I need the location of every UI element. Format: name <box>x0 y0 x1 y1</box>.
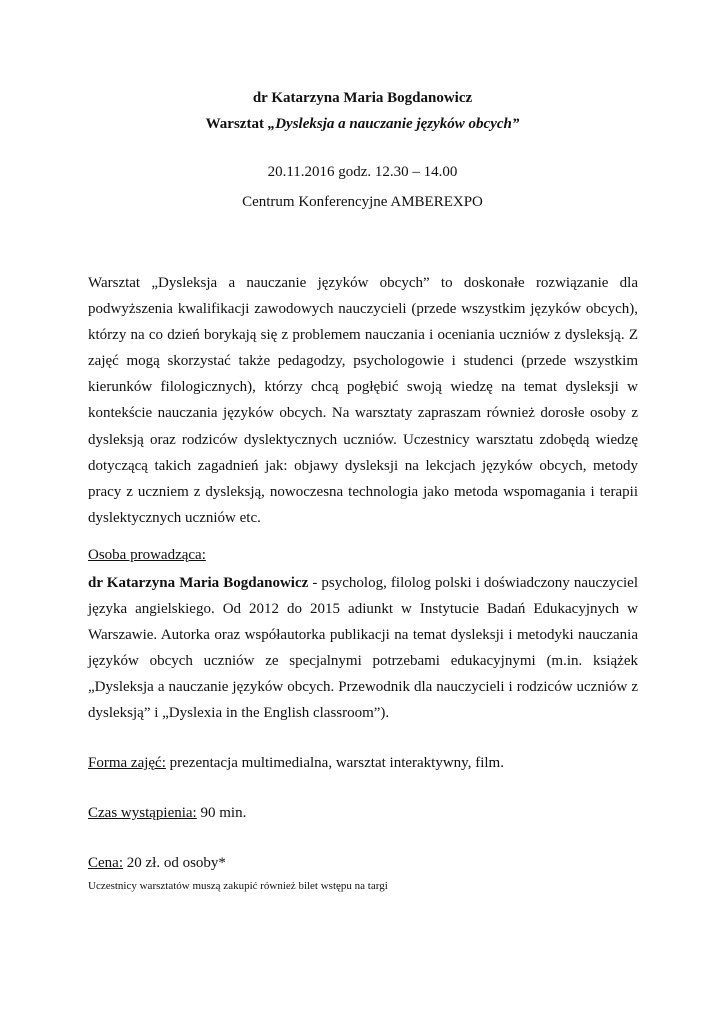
form-label: Forma zajęć: <box>88 755 166 771</box>
author-heading: dr Katarzyna Maria Bogdanowicz <box>252 90 473 106</box>
date-time: 20.11.2016 godz. 12.30 – 14.00 <box>267 164 458 180</box>
workshop-prefix: Warsztat <box>205 116 268 132</box>
form-value: prezentacja multimedialna, warsztat interaktywny, film. <box>165 755 504 771</box>
workshop-heading <box>0 114 725 134</box>
intro-paragraph: Warsztat „Dysleksja a nauczanie języków obcych” to doskonałe rozwiązanie dla podwyższenia kwalifikacji zawodowych nauczycieli (przede wszystkim języków obcych), którzy na co dzień borykają się z problemem nauczania i oceniania uczniów z dysleksją. Z zajęć mogą skorzystać także pedagodzy, psychologowie i studenci (przede wszystkim kierunków filologicznych), którzy chcą pogłębić swoją wiedzę na temat dysleksji w kontekście nauczania języków obcych. Na warsztaty zapraszam również dorosłe osoby z dysleksją oraz rodziców dyslektycznych uczniów. Uczestnicy warsztatu zdobędą wiedzę dotyczącą takich zagadnień jak: objawy dysleksji na lekcjach języków obcych, metody pracy z uczniem z dysleksją, nowoczesna technologia jako metoda wspomagania i terapii dyslektycznych uczniów etc. <box>88 275 638 526</box>
price-line <box>88 853 226 873</box>
presenter-bio: - psycholog, filolog polski i doświadczony nauczyciel języka angielskiego. Od 2012 do 2015 adiunkt w Instytucie Badań Edukacyjnych w Warszawie. Autorka oraz współautorka publikacji na temat dysleksji i metodyki nauczania języków obcych uczniów ze specjalnymi potrzebami edukacyjnymi (m.in. książek „Dysleksja a nauczanie języków obcych. Przewodnik dla nauczycieli i rodziców uczniów z dysleksją” i „Dyslexia in the English classroom”). <box>88 575 638 722</box>
presenter-heading <box>88 545 206 565</box>
venue: Centrum Konferencyjne AMBEREXPO <box>242 194 483 210</box>
presenter-heading-label: Osoba prowadząca: <box>88 547 206 563</box>
presenter-name: dr Katarzyna Maria Bogdanowicz <box>88 575 309 591</box>
duration-line <box>88 803 246 823</box>
price-label: Cena: <box>88 855 123 871</box>
footnote: Uczestnicy warsztatów muszą zakupić również bilet wstępu na targi <box>88 880 388 892</box>
duration-value: 90 min. <box>196 805 247 821</box>
presenter-paragraph <box>88 570 638 727</box>
form-line <box>88 753 504 773</box>
price-value: 20 zł. od osoby* <box>123 855 226 871</box>
duration-label: Czas wystąpienia: <box>88 805 197 821</box>
workshop-title: „Dysleksja a nauczanie języków obcych” <box>267 116 520 132</box>
